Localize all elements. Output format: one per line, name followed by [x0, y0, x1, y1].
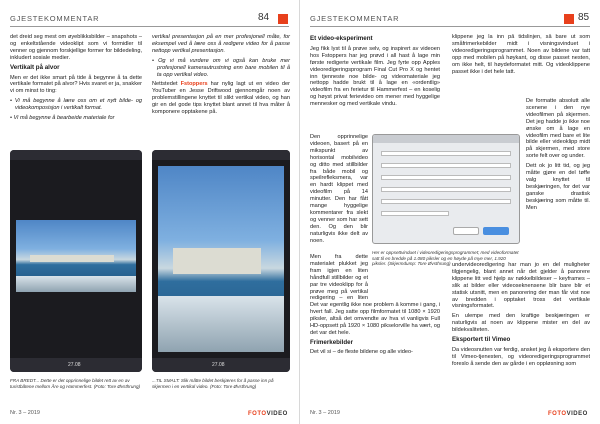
right-logo-b: VIDEO [566, 411, 588, 417]
left-col2-paragraph [152, 81, 290, 116]
right-header-rule [310, 26, 590, 27]
right-footer: Nr. 3 – 2019 [310, 410, 340, 416]
video-toolbar [10, 150, 142, 160]
right-section-heading-3: Eksportert til Vimeo [452, 336, 511, 344]
video-timeline-2 [152, 358, 290, 372]
building-shape [30, 255, 114, 262]
fstoppers-link[interactable]: Fstoppers [180, 81, 208, 88]
right-header: GJESTEKOMMENTAR [310, 14, 400, 23]
left-page-number: 84 [258, 12, 270, 23]
left-header-rule [10, 26, 289, 27]
left-logo-a: FOTO [248, 411, 267, 417]
left-column-2 [152, 34, 290, 119]
right-col1-text3: Men fra dette materialet plukket jeg fram igjen en liten håndfull stillbilder og et par tre videoklipp for å prøve meg på vertikal redigering – en liten [310, 254, 368, 300]
right-col2-text6: Da videosnutten var ferdig, ansket jeg å eksportere den til Vimeo-tjenesten, og videoredigeringsprogrammet foreslo å sende den av gårde i en oppløsning som [452, 346, 590, 367]
right-col2-text4: undervideoredigering har man jo en del muligheter tilgjengelig, blant annet når det gjelder å panorere klippene litt ved hjelp av nøkkelbildeser – keyframes – slik at bilder eller videoseknensene blir bare blir et statisk utsnitt, men en panorering der man får vist noe av bredden i opptaket tross det vertikale visningsformatet. [452, 262, 590, 310]
right-logo-a: FOTO [548, 411, 567, 417]
right-column-1-bottom [310, 302, 440, 410]
dialog-field-2 [381, 163, 511, 168]
left-bullet-2: • Vi må begynne å bearbeide materiale for [10, 115, 115, 122]
timecode-2: 27.08 [212, 362, 225, 368]
left-section-heading: Vertikalt på alvor [10, 63, 60, 71]
screenshot-cropped-frame [152, 150, 290, 372]
left-accent-square [278, 14, 288, 24]
dialog-field-1 [381, 151, 511, 156]
dialog-cancel-button[interactable] [453, 227, 479, 235]
right-col2-text5: En ulempe med den kraftige beskjæringen er naturligvis at noen av klippene mister en del av bildekvaliteten. [452, 313, 590, 334]
right-page-number: 85 [578, 12, 590, 23]
video-timeline [10, 358, 142, 372]
right-column-1-top [310, 34, 440, 132]
caption-1: FRA BREDT... Dette er det opprinnelige bildet rett av en av turistbåtene mellom Åre og Hammerfest. (Foto: Tore Øvsthrung) [10, 378, 141, 389]
right-col2-text2: De formatte absolutt alle scenene i den nye videofilmen på skjermen. Det jeg hadde jo ikke noe ønske om å lage en videofilm med bare et lite bilde eller videoklipp midt på skjermen, med store sorte felt over og under. [526, 98, 590, 160]
screenshot-wide-frame [10, 150, 142, 372]
right-col1-text4: Det var egentlig ikke noe problem å komme i gang, i hvert fall. Jeg satte opp filmformatet til 1080 × 1920 piksler, altså det omvendte av hva vi vanligvis Full HD-oppsett på 1920 × 1080 pikselorville ha vært, og det var det hele. [310, 302, 440, 336]
building-shape-2 [173, 248, 261, 274]
timecode-1: 27.08 [68, 362, 81, 368]
dialog-caption: Her er oppsettvinduet i videoredigeringsprogrammet; med videoformatet satt til en bredde på 1.080 piksler og en høyde på mye mer, 1.920 piksler. (Skjermdump: Tore Øvsthrung) [372, 250, 519, 267]
left-footer: Nr. 3 – 2019 [10, 410, 40, 416]
right-col2-text3: Dett ok jo litt tid, og jeg måtte gjøre en del tøffe valg knyttet til beskjæringen, for det var ganske drastisk beskjæring som måtte til. Men [526, 163, 590, 211]
left-bullet-1: • Vi må begynne å lære oss om et nytt bilde- og videokomposisjon i vertikalt format. [10, 98, 142, 112]
right-page [300, 0, 600, 424]
right-col1-text2: Den opprinnelige videoen, basert på en mikspunkt av horisontal mobilvideo og ditto med stillbilder fra både mobil og speilrefleksmera, var en hardt klippet med videofilm på 14 minutter. Den har fått mange hyggelige kommentarer fra slekt og venner som har sett den. Og den blir naturligvis ikke delt av noen. [310, 134, 368, 244]
left-col2-post: har nylig lagt ut en video der YouTuber en Jesse Driftwood gjennomgår noen av problemstillingene knyttet til slikt vertikal video, og han gir en del gode tips knyttet blant annet til hva måter å komponere opptakene på. [152, 81, 290, 116]
ferry-photo-cropped [158, 166, 284, 352]
left-col2-pre: Nettstedet [152, 81, 178, 88]
right-column-1-narrow [310, 134, 368, 252]
video-toolbar-2 [152, 150, 290, 160]
right-column-1-mid [310, 254, 368, 300]
dialog-titlebar [373, 135, 519, 143]
left-logo-b: VIDEO [266, 411, 288, 417]
pier-shape-2 [158, 296, 284, 352]
caption-2: ...TIL SMALT: Slik måtte bildet beskjæres for å passe inn på skjermen i en vertikal video. (Foto: Tore Øvsthrung) [152, 378, 274, 389]
right-section-heading-2: Frimerkebilder [310, 338, 353, 346]
left-intro-text: det dreid seg mest om øyeblikksbilder – snapshots – og enkeltstående videoklipt som vi formidler til venner og gjennom forskjellige former for bildedeling, inkludert sosiale medier. [10, 34, 142, 61]
dialog-field-3 [381, 175, 511, 180]
right-column-2-bottom [452, 262, 590, 412]
left-column-1 [10, 34, 142, 125]
right-column-2-narrow [526, 98, 590, 256]
right-logo [548, 411, 588, 417]
right-col1-text5: Det vil si – de fleste bildene og alle video- [310, 349, 413, 356]
right-accent-square [564, 14, 574, 24]
pier-shape [16, 276, 136, 292]
left-col2-bullet: • Og vi må vurdere om vi også kan bruke mer profesjonell kamerautrustning enn bare mobilen til å ta opp vertikal video. [152, 57, 290, 78]
left-header: GJESTEKOMMENTAR [10, 14, 100, 23]
dialog-field-5 [381, 199, 511, 204]
right-section-heading: Et video-eksperiment [310, 35, 373, 42]
left-col2-italic: vertikal presentasjon på en mer profesjonell måte, for eksempel ved å lære oss å redigere video for å passe nettopp vertikal presentasjon. [152, 34, 290, 54]
left-logo [248, 411, 288, 417]
export-settings-dialog [372, 134, 520, 244]
right-col2-text: klippene jeg la inn på tidslinjen, så bare ut som småfrimerkebilder midt i visningsvinduet i videoredigeringsprogrammet. Noen av bildene var tatt opp med mobilen på høykant, og disse passet nesten, om ikke helt, til høydeformatet mitt. Og videoklippene passet ikke i det hele tatt. [452, 34, 590, 75]
left-section-text: Men er det ikke smart på tide å begynne å ta dette vertikale formatet på alvor? Hvis svaret er ja, snakker vi om minst to ting: [10, 74, 142, 95]
dialog-field-4 [381, 187, 511, 192]
ferry-photo-wide [16, 220, 136, 292]
right-col1-text: Jeg fikk lyst til å prøve selv, og inspirert av videoen hos Fstoppers har jeg prøvd i all hast å lage min første redigerte vertikale film. Jeg fyrte opp Apples videoredigeringsprogram Final Cut Pro X og hentet inn tjenneste noe bilde- og videomateriale jeg nettopp hadde brukt til å lage en «ordentlig» videofilm fra en ferietur til Hammerfest – en koselig og høyst privat ferievideo om mener med hyggelige mennesker og med vertikale vindu. [310, 45, 440, 108]
dialog-field-6 [381, 211, 449, 216]
dialog-ok-button[interactable] [483, 227, 509, 235]
